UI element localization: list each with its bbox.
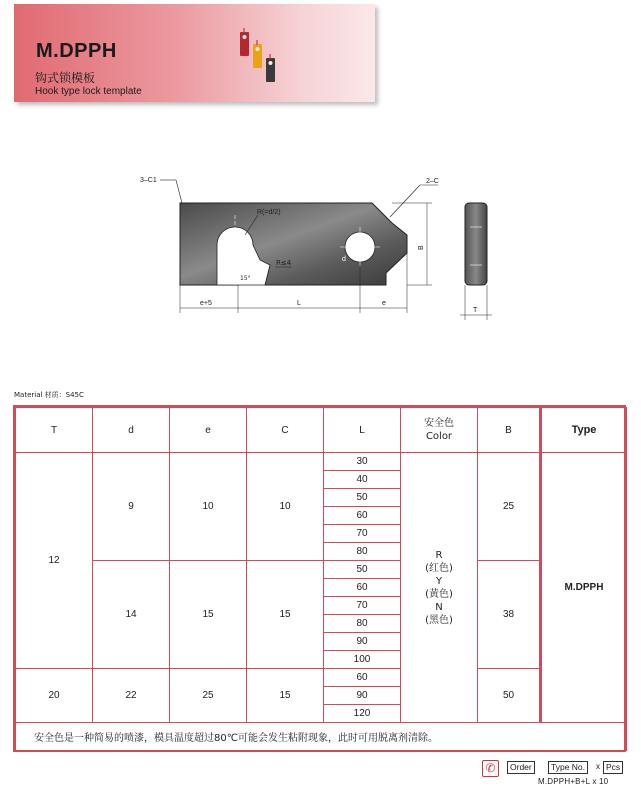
product-title-cn: 钩式锁模板 — [35, 71, 96, 85]
header-L: L — [324, 408, 401, 453]
label-dim-d: d — [342, 256, 346, 263]
cell-L: 50 — [324, 561, 401, 579]
cell-L: 90 — [324, 633, 401, 651]
label-radius-4: R≤4 — [276, 259, 292, 267]
label-dim-e: e — [382, 300, 386, 307]
label-dim-L: L — [297, 300, 301, 307]
color-name-r: (红色) — [425, 562, 453, 574]
cell-L: 90 — [324, 687, 401, 705]
spec-table — [13, 405, 626, 752]
header-T: T — [16, 408, 93, 453]
header-C: C — [247, 408, 324, 453]
safety-color-note: 安全色是一种简易的喷漆，模具温度超过80℃可能会发生粘附现象，此时可用脱离剂清除。 — [16, 723, 627, 751]
table-row — [16, 453, 627, 471]
cell-d: 9 — [93, 453, 170, 561]
cell-L: 70 — [324, 597, 401, 615]
label-chamfer-c: 2–C — [426, 178, 439, 185]
cell-e: 10 — [170, 453, 247, 561]
cell-B: 25 — [478, 453, 541, 561]
color-code-n: N — [435, 601, 443, 613]
order-multiply: x — [596, 762, 600, 771]
side-view — [465, 203, 487, 285]
order-info — [482, 760, 627, 790]
lock-tags-icon — [236, 26, 286, 88]
product-title-en: Hook type lock template — [35, 86, 142, 97]
header-e: e — [170, 408, 247, 453]
order-type-no: Type No. — [548, 761, 588, 774]
cell-L: 30 — [324, 453, 401, 471]
cell-C: 15 — [247, 561, 324, 669]
technical-drawing — [120, 165, 520, 325]
cell-e: 15 — [170, 561, 247, 669]
phone-icon: ✆ — [482, 760, 499, 777]
cell-L: 60 — [324, 507, 401, 525]
order-formula: M.DPPH+B+L x 10 — [538, 777, 609, 786]
label-radius-d: R(=d/2) — [257, 209, 281, 216]
color-name-y: (黄色) — [425, 588, 453, 600]
table-row — [16, 669, 627, 687]
header-d: d — [93, 408, 170, 453]
label-chamfer-c1: 3–C1 — [140, 177, 157, 184]
cell-C: 10 — [247, 453, 324, 561]
cell-type: M.DPPH — [541, 453, 627, 723]
header-color-en: Color — [425, 431, 453, 442]
label-angle: 15° — [240, 275, 251, 282]
label-dim-T: T — [473, 307, 478, 314]
header-color-cn: 安全色 — [424, 418, 454, 429]
cell-L: 80 — [324, 615, 401, 633]
cell-L: 80 — [324, 543, 401, 561]
product-code: M.DPPH — [36, 40, 117, 62]
table-header-row — [16, 408, 627, 453]
order-pcs: Pcs — [603, 761, 623, 774]
table-note-row — [16, 723, 627, 751]
cell-L: 60 — [324, 579, 401, 597]
header-color — [401, 408, 478, 453]
cell-L: 60 — [324, 669, 401, 687]
cell-T-12: 12 — [16, 453, 93, 669]
header-type: Type — [541, 408, 627, 453]
label-dim-e5: e+5 — [200, 300, 212, 307]
material-note: Material 材质：S45C — [14, 391, 84, 399]
color-name-n: (黑色) — [425, 614, 453, 626]
color-code-r: R — [435, 549, 443, 561]
cell-B: 38 — [478, 561, 541, 669]
cell-d: 14 — [93, 561, 170, 669]
header-banner — [14, 4, 375, 102]
cell-d: 22 — [93, 669, 170, 723]
order-label: Order — [507, 761, 535, 774]
table-row — [16, 561, 627, 579]
cell-e: 25 — [170, 669, 247, 723]
cell-L: 70 — [324, 525, 401, 543]
cell-L: 50 — [324, 489, 401, 507]
cell-B: 50 — [478, 669, 541, 723]
cell-C: 15 — [247, 669, 324, 723]
color-code-y: Y — [435, 575, 443, 587]
cell-L: 120 — [324, 705, 401, 723]
cell-L: 100 — [324, 651, 401, 669]
cell-T-20: 20 — [16, 669, 93, 723]
label-dim-B: B — [418, 245, 425, 250]
cell-L: 40 — [324, 471, 401, 489]
cell-color — [401, 453, 478, 723]
header-B: B — [478, 408, 541, 453]
